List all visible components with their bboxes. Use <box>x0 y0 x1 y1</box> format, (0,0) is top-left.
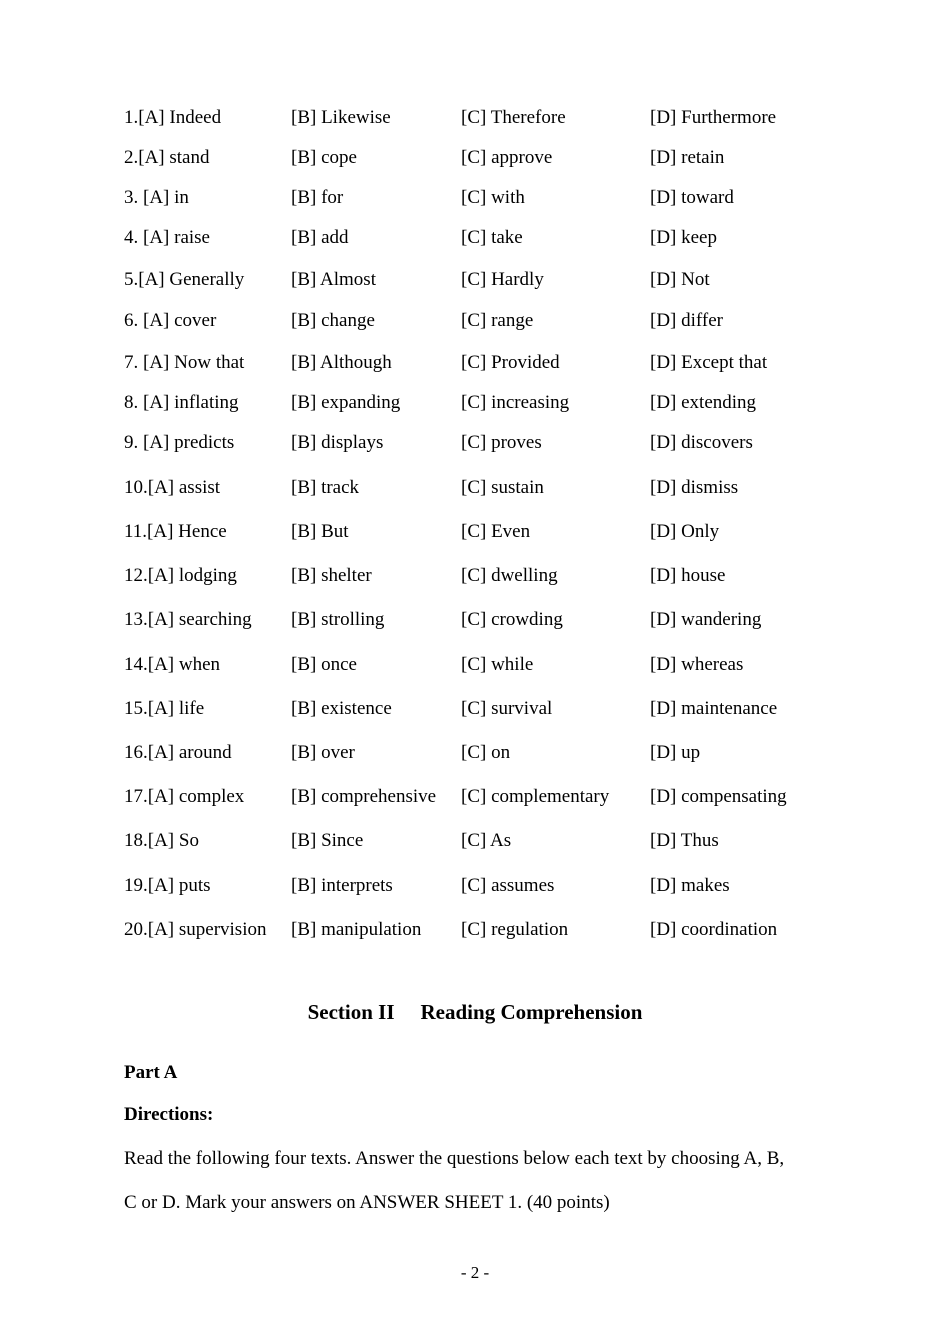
option-c: [C] Hardly <box>461 269 544 290</box>
option-c: [C] with <box>461 187 525 208</box>
option-d: [D] keep <box>650 227 717 248</box>
option-c: [C] crowding <box>461 609 563 630</box>
part-heading: Part A <box>124 1062 178 1083</box>
option-a: 10.[A] assist <box>124 477 221 498</box>
question-row <box>0 265 950 295</box>
option-b: [B] change <box>291 310 375 331</box>
question-row <box>0 738 950 768</box>
option-c: [C] complementary <box>461 786 610 807</box>
option-b: [B] shelter <box>291 565 372 586</box>
option-d: [D] discovers <box>650 432 753 453</box>
option-d: [D] up <box>650 742 701 763</box>
question-row <box>0 694 950 724</box>
option-b: [B] existence <box>291 698 392 719</box>
option-a: 19.[A] puts <box>124 875 211 896</box>
option-c: [C] Therefore <box>461 107 566 128</box>
option-c: [C] Provided <box>461 352 560 373</box>
question-row <box>0 782 950 812</box>
option-b: [B] interprets <box>291 875 393 896</box>
section-heading <box>0 997 950 1027</box>
option-a: 2.[A] stand <box>124 147 210 168</box>
option-a: 20.[A] supervision <box>124 919 267 940</box>
option-d: [D] house <box>650 565 726 586</box>
option-c: [C] sustain <box>461 477 544 498</box>
question-row <box>0 517 950 547</box>
option-b: [B] Almost <box>291 269 376 290</box>
option-b: [B] expanding <box>291 392 401 413</box>
option-c: [C] while <box>461 654 534 675</box>
question-row <box>0 388 950 418</box>
option-d: [D] Only <box>650 521 720 542</box>
option-a: 14.[A] when <box>124 654 221 675</box>
option-d: [D] Except that <box>650 352 768 373</box>
option-b: [B] Although <box>291 352 392 373</box>
option-b: [B] cope <box>291 147 357 168</box>
option-b: [B] displays <box>291 432 384 453</box>
option-c: [C] proves <box>461 432 542 453</box>
option-d: [D] Furthermore <box>650 107 777 128</box>
question-row <box>0 826 950 856</box>
option-b: [B] once <box>291 654 357 675</box>
section-number: Section II <box>307 1000 395 1024</box>
option-d: [D] extending <box>650 392 757 413</box>
option-c: [C] Even <box>461 521 531 542</box>
option-b: [B] strolling <box>291 609 385 630</box>
question-row <box>0 915 950 945</box>
question-row <box>0 871 950 901</box>
option-d: [D] Thus <box>650 830 719 851</box>
question-row <box>0 143 950 173</box>
option-a: 3. [A] in <box>124 187 189 208</box>
option-a: 13.[A] searching <box>124 609 252 630</box>
option-b: [B] Likewise <box>291 107 391 128</box>
option-c: [C] dwelling <box>461 565 558 586</box>
option-b: [B] Since <box>291 830 364 851</box>
option-d: [D] wandering <box>650 609 762 630</box>
option-b: [B] add <box>291 227 349 248</box>
question-row <box>0 650 950 680</box>
option-b: [B] for <box>291 187 344 208</box>
option-d: [D] coordination <box>650 919 778 940</box>
option-d: [D] Not <box>650 269 710 290</box>
option-d: [D] dismiss <box>650 477 739 498</box>
question-row <box>0 428 950 458</box>
option-d: [D] makes <box>650 875 730 896</box>
question-row <box>0 306 950 336</box>
option-c: [C] on <box>461 742 511 763</box>
question-row <box>0 348 950 378</box>
option-a: 11.[A] Hence <box>124 521 227 542</box>
option-b: [B] over <box>291 742 355 763</box>
option-c: [C] assumes <box>461 875 555 896</box>
directions-line-1: Read the following four texts. Answer the questions below each text by choosing A, B, <box>124 1148 785 1169</box>
section-title: Reading Comprehension <box>420 1000 643 1024</box>
option-a: 7. [A] Now that <box>124 352 245 373</box>
option-c: [C] As <box>461 830 512 851</box>
option-c: [C] take <box>461 227 523 248</box>
option-a: 4. [A] raise <box>124 227 210 248</box>
option-d: [D] retain <box>650 147 725 168</box>
option-d: [D] maintenance <box>650 698 778 719</box>
option-d: [D] compensating <box>650 786 787 807</box>
option-b: [B] But <box>291 521 349 542</box>
option-c: [C] approve <box>461 147 553 168</box>
page-number: - 2 - <box>460 1263 490 1282</box>
option-c: [C] increasing <box>461 392 570 413</box>
option-b: [B] comprehensive <box>291 786 437 807</box>
question-row <box>0 473 950 503</box>
option-b: [B] manipulation <box>291 919 422 940</box>
option-d: [D] toward <box>650 187 734 208</box>
option-b: [B] track <box>291 477 360 498</box>
option-a: 1.[A] Indeed <box>124 107 222 128</box>
option-d: [D] differ <box>650 310 723 331</box>
question-row <box>0 605 950 635</box>
option-c: [C] regulation <box>461 919 569 940</box>
question-row <box>0 561 950 591</box>
question-row <box>0 103 950 133</box>
option-a: 9. [A] predicts <box>124 432 235 453</box>
question-row <box>0 183 950 213</box>
option-a: 18.[A] So <box>124 830 199 851</box>
option-c: [C] range <box>461 310 534 331</box>
directions-line-2: C or D. Mark your answers on ANSWER SHEET 1. (40 points) <box>124 1192 610 1213</box>
directions-label: Directions: <box>124 1104 214 1125</box>
option-a: 12.[A] lodging <box>124 565 237 586</box>
option-a: 8. [A] inflating <box>124 392 239 413</box>
option-a: 16.[A] around <box>124 742 232 763</box>
option-c: [C] survival <box>461 698 553 719</box>
option-d: [D] whereas <box>650 654 744 675</box>
option-a: 6. [A] cover <box>124 310 217 331</box>
question-row <box>0 223 950 253</box>
option-a: 5.[A] Generally <box>124 269 245 290</box>
option-a: 17.[A] complex <box>124 786 245 807</box>
option-a: 15.[A] life <box>124 698 205 719</box>
